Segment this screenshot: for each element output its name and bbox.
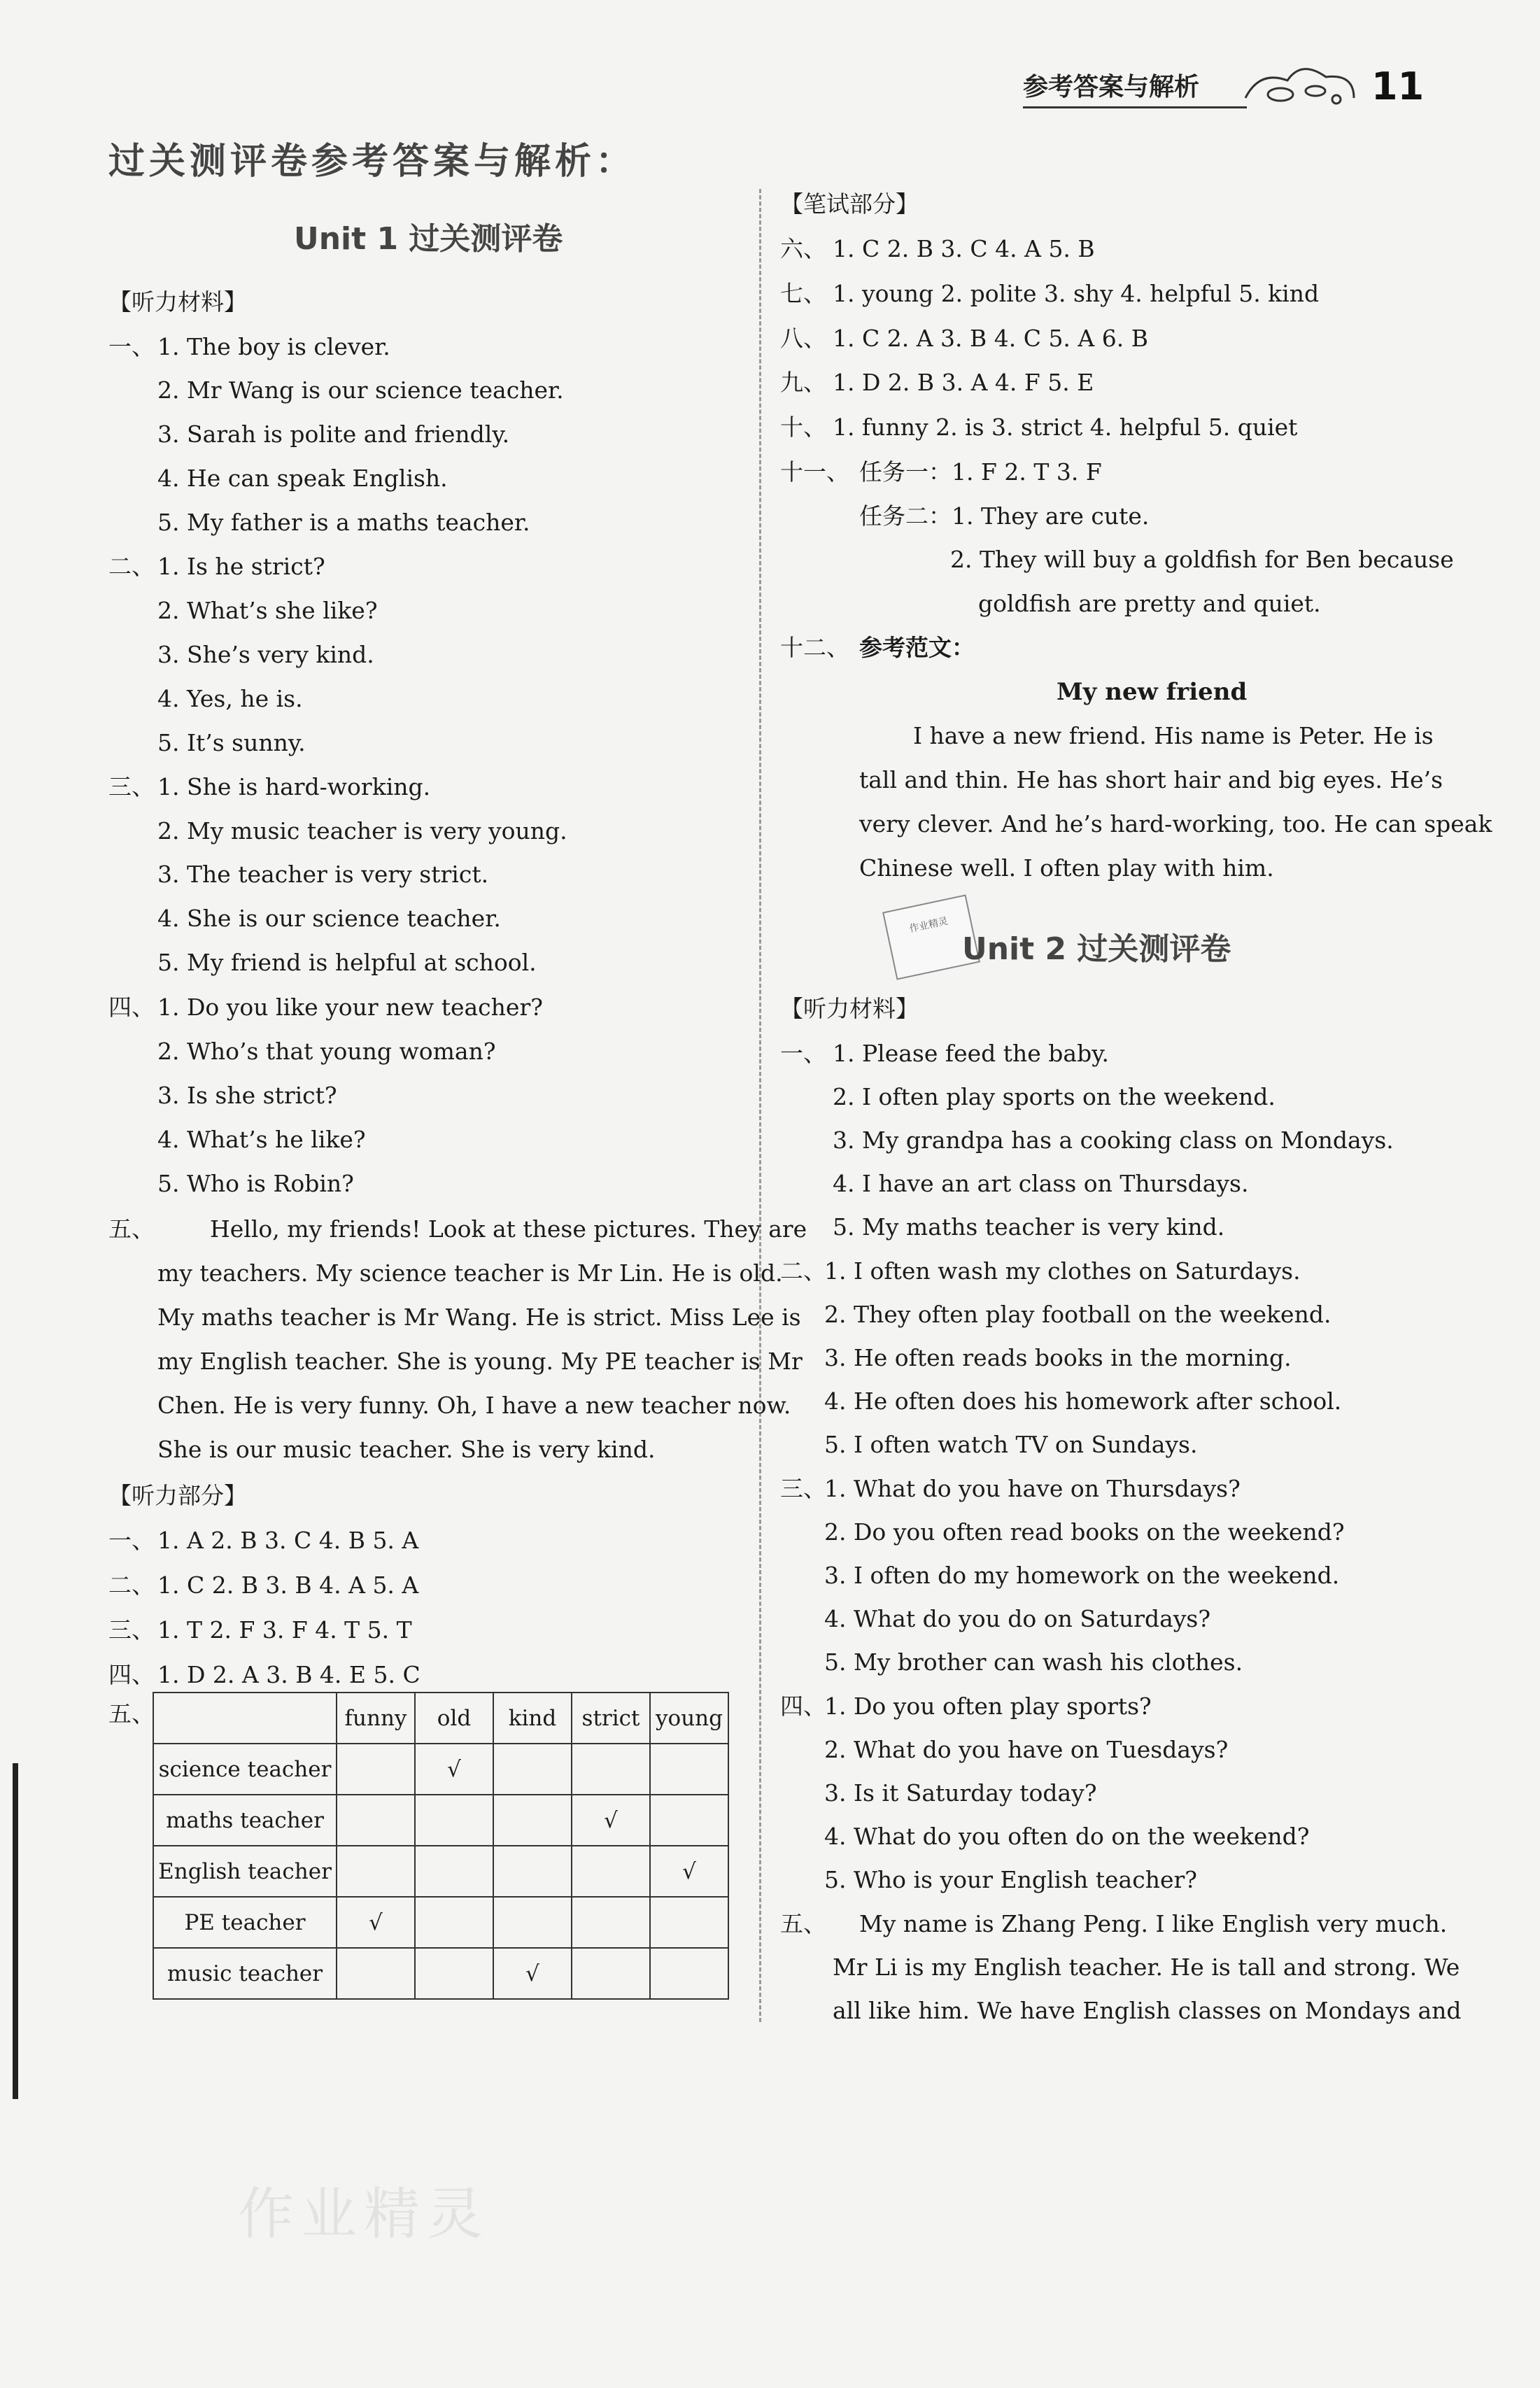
answer-line: 1. T 2. F 3. F 4. T 5. T	[157, 1616, 412, 1644]
passage-line: my teachers. My science teacher is Mr Lin. He is old.	[157, 1259, 783, 1287]
list-item: 1. I often wash my clothes on Saturdays.	[824, 1257, 1301, 1285]
section-number: 七、	[780, 280, 826, 307]
passage-line: all like him. We have English classes on Mondays and	[833, 1997, 1462, 2024]
unit1-listening-part-label: 【听力部分】	[108, 1482, 247, 1509]
task-line: 任务二：1. They are cute.	[859, 502, 1150, 530]
table-row	[153, 1897, 728, 1948]
answer-line: 1. C 2. B 3. B 4. A 5. A	[157, 1571, 419, 1599]
list-item: 3. The teacher is very strict.	[157, 861, 489, 888]
list-item: 5. My maths teacher is very kind.	[833, 1213, 1225, 1241]
list-item: 5. I often watch TV on Sundays.	[824, 1431, 1198, 1458]
header-rule	[1023, 106, 1247, 108]
essay-line: tall and thin. He has short hair and big eyes. He’s	[859, 766, 1443, 793]
table-cell	[415, 1897, 493, 1948]
section-number: 三、	[780, 1475, 826, 1502]
list-item: 4. What do you do on Saturdays?	[824, 1605, 1211, 1632]
table-header-cell: kind	[493, 1693, 572, 1744]
column-divider	[759, 189, 761, 2022]
list-item: 3. Is it Saturday today?	[824, 1779, 1097, 1807]
list-item: 2. What do you have on Tuesdays?	[824, 1736, 1229, 1763]
table-header-cell: young	[650, 1693, 728, 1744]
list-item: 4. He often does his homework after school.	[824, 1387, 1342, 1415]
section-number: 五、	[108, 1700, 155, 1728]
unit2-listening-material-label: 【听力材料】	[780, 995, 919, 1022]
list-item: 5. My brother can wash his clothes.	[824, 1648, 1243, 1676]
section-number: 四、	[108, 1661, 155, 1688]
table-cell	[572, 1948, 650, 1999]
table-header-cell: funny	[337, 1693, 415, 1744]
table-cell: √	[415, 1744, 493, 1795]
table-cell	[650, 1897, 728, 1948]
table-cell	[493, 1795, 572, 1846]
section-number: 一、	[108, 333, 155, 360]
list-item: 2. I often play sports on the weekend.	[833, 1083, 1276, 1110]
task-line: goldfish are pretty and quiet.	[978, 590, 1321, 617]
list-item: 3. I often do my homework on the weekend.	[824, 1562, 1340, 1589]
list-item: 2. Do you often read books on the weekend?	[824, 1518, 1345, 1546]
essay-line: very clever. And he’s hard-working, too. He can speak	[859, 810, 1492, 838]
table-header-cell: old	[415, 1693, 493, 1744]
page-title: 过关测评卷参考答案与解析：	[108, 141, 637, 183]
list-item: 3. He often reads books in the morning.	[824, 1344, 1292, 1371]
section-number: 二、	[108, 553, 155, 580]
table-cell: English teacher	[153, 1846, 337, 1897]
section-number: 六、	[780, 235, 826, 262]
stamp: 作业精灵	[882, 894, 980, 980]
section-number: 四、	[780, 1693, 826, 1720]
section-number: 一、	[108, 1527, 155, 1554]
list-item: 2. They often play football on the weekend.	[824, 1301, 1331, 1328]
table-cell	[415, 1948, 493, 1999]
list-item: 5. Who is Robin?	[157, 1170, 354, 1197]
section-number: 一、	[780, 1040, 826, 1067]
list-item: 1. Is he strict?	[157, 553, 325, 580]
section-number: 三、	[108, 1616, 155, 1644]
table-cell: √	[493, 1948, 572, 1999]
unit1-title: Unit 1 过关测评卷	[294, 221, 563, 257]
section-number: 八、	[780, 325, 826, 352]
answer-table	[153, 1692, 729, 2000]
list-item: 4. What’s he like?	[157, 1126, 366, 1153]
list-item: 4. What do you often do on the weekend?	[824, 1823, 1310, 1850]
table-cell	[572, 1744, 650, 1795]
passage-line: My name is Zhang Peng. I like English very much.	[859, 1910, 1448, 1937]
table-cell	[337, 1795, 415, 1846]
section-number: 二、	[108, 1571, 155, 1599]
table-row	[153, 1744, 728, 1795]
section-number: 五、	[108, 1215, 155, 1243]
list-item: 1. The boy is clever.	[157, 333, 390, 360]
list-item: 4. Yes, he is.	[157, 685, 303, 712]
section-number: 九、	[780, 369, 826, 396]
list-item: 1. What do you have on Thursdays?	[824, 1475, 1241, 1502]
passage-line: She is our music teacher. She is very kind.	[157, 1436, 656, 1463]
list-item: 5. My friend is helpful at school.	[157, 949, 537, 976]
section-number: 三、	[108, 773, 155, 800]
answer-line: 1. C 2. B 3. C 4. A 5. B	[833, 235, 1095, 262]
table-cell: maths teacher	[153, 1795, 337, 1846]
section-number: 十、	[780, 414, 826, 441]
list-item: 1. Do you often play sports?	[824, 1693, 1152, 1720]
list-item: 2. My music teacher is very young.	[157, 817, 567, 845]
table-cell	[337, 1846, 415, 1897]
list-item: 1. She is hard-working.	[157, 773, 431, 800]
passage-line: My maths teacher is Mr Wang. He is strict. Miss Lee is	[157, 1303, 801, 1331]
table-cell	[493, 1744, 572, 1795]
list-item: 5. Who is your English teacher?	[824, 1866, 1197, 1893]
table-header-cell	[153, 1693, 337, 1744]
unit2-title: Unit 2 过关测评卷	[962, 931, 1231, 967]
table-cell	[650, 1948, 728, 1999]
list-item: 2. What’s she like?	[157, 597, 378, 624]
list-item: 2. Who’s that young woman?	[157, 1038, 496, 1065]
list-item: 4. He can speak English.	[157, 465, 448, 492]
table-cell	[493, 1897, 572, 1948]
table-cell	[650, 1744, 728, 1795]
table-cell	[493, 1846, 572, 1897]
page-number: 11	[1371, 64, 1425, 108]
section-number: 十二、	[780, 634, 849, 661]
answer-line: 1. funny 2. is 3. strict 4. helpful 5. quiet	[833, 414, 1298, 441]
section-number: 十一、	[780, 458, 849, 486]
table-cell: √	[650, 1846, 728, 1897]
list-item: 3. My grandpa has a cooking class on Mondays.	[833, 1126, 1394, 1154]
sample-essay-label: 参考范文：	[859, 634, 975, 661]
table-header-cell: strict	[572, 1693, 650, 1744]
answer-line: 1. young 2. polite 3. shy 4. helpful 5. kind	[833, 280, 1320, 307]
answer-line: 1. D 2. B 3. A 4. F 5. E	[833, 369, 1094, 396]
task-line: 任务一：1. F 2. T 3. F	[859, 458, 1102, 486]
header-label: 参考答案与解析	[1023, 73, 1200, 101]
passage-line: Chen. He is very funny. Oh, I have a new teacher now.	[157, 1392, 791, 1419]
passage-line: my English teacher. She is young. My PE teacher is Mr	[157, 1348, 803, 1375]
list-item: 3. Sarah is polite and friendly.	[157, 421, 510, 448]
section-number: 二、	[780, 1257, 826, 1285]
table-cell	[415, 1846, 493, 1897]
table-cell	[572, 1897, 650, 1948]
list-item: 5. My father is a maths teacher.	[157, 509, 530, 536]
table-cell	[415, 1795, 493, 1846]
table-cell: √	[572, 1795, 650, 1846]
table-row	[153, 1795, 728, 1846]
essay-line: Chinese well. I often play with him.	[859, 854, 1274, 882]
watermark: 作业精灵	[238, 2182, 490, 2247]
answer-line: 1. C 2. A 3. B 4. C 5. A 6. B	[833, 325, 1148, 352]
cloud-decoration-icon	[1238, 56, 1364, 112]
table-cell	[572, 1846, 650, 1897]
answer-line: 1. A 2. B 3. C 4. B 5. A	[157, 1527, 419, 1554]
list-item: 3. Is she strict?	[157, 1082, 337, 1109]
list-item: 2. Mr Wang is our science teacher.	[157, 376, 564, 404]
table-cell: music teacher	[153, 1948, 337, 1999]
section-number: 五、	[780, 1910, 826, 1937]
table-row	[153, 1846, 728, 1897]
list-item: 5. It’s sunny.	[157, 729, 306, 756]
list-item: 1. Do you like your new teacher?	[157, 994, 543, 1021]
passage-line: Mr Li is my English teacher. He is tall and strong. We	[833, 1954, 1460, 1981]
section-number: 四、	[108, 994, 155, 1021]
table-cell	[337, 1948, 415, 1999]
table-header-row	[153, 1693, 728, 1744]
passage-line: Hello, my friends! Look at these pictures. They are	[210, 1215, 807, 1243]
list-item: 4. I have an art class on Thursdays.	[833, 1170, 1249, 1197]
task-line: 2. They will buy a goldfish for Ben because	[950, 546, 1454, 573]
list-item: 3. She’s very kind.	[157, 641, 374, 668]
list-item: 1. Please feed the baby.	[833, 1040, 1109, 1067]
table-cell	[650, 1795, 728, 1846]
essay-title: My new friend	[1057, 678, 1248, 706]
page-edge-shadow	[13, 1763, 18, 2099]
table-cell: √	[337, 1897, 415, 1948]
table-cell: PE teacher	[153, 1897, 337, 1948]
answer-line: 1. D 2. A 3. B 4. E 5. C	[157, 1661, 421, 1688]
unit1-listening-material-label: 【听力材料】	[108, 288, 247, 316]
table-row	[153, 1948, 728, 1999]
unit1-written-part-label: 【笔试部分】	[780, 190, 919, 218]
list-item: 4. She is our science teacher.	[157, 905, 501, 932]
essay-line: I have a new friend. His name is Peter. He is	[913, 722, 1434, 749]
table-cell	[337, 1744, 415, 1795]
table-cell: science teacher	[153, 1744, 337, 1795]
